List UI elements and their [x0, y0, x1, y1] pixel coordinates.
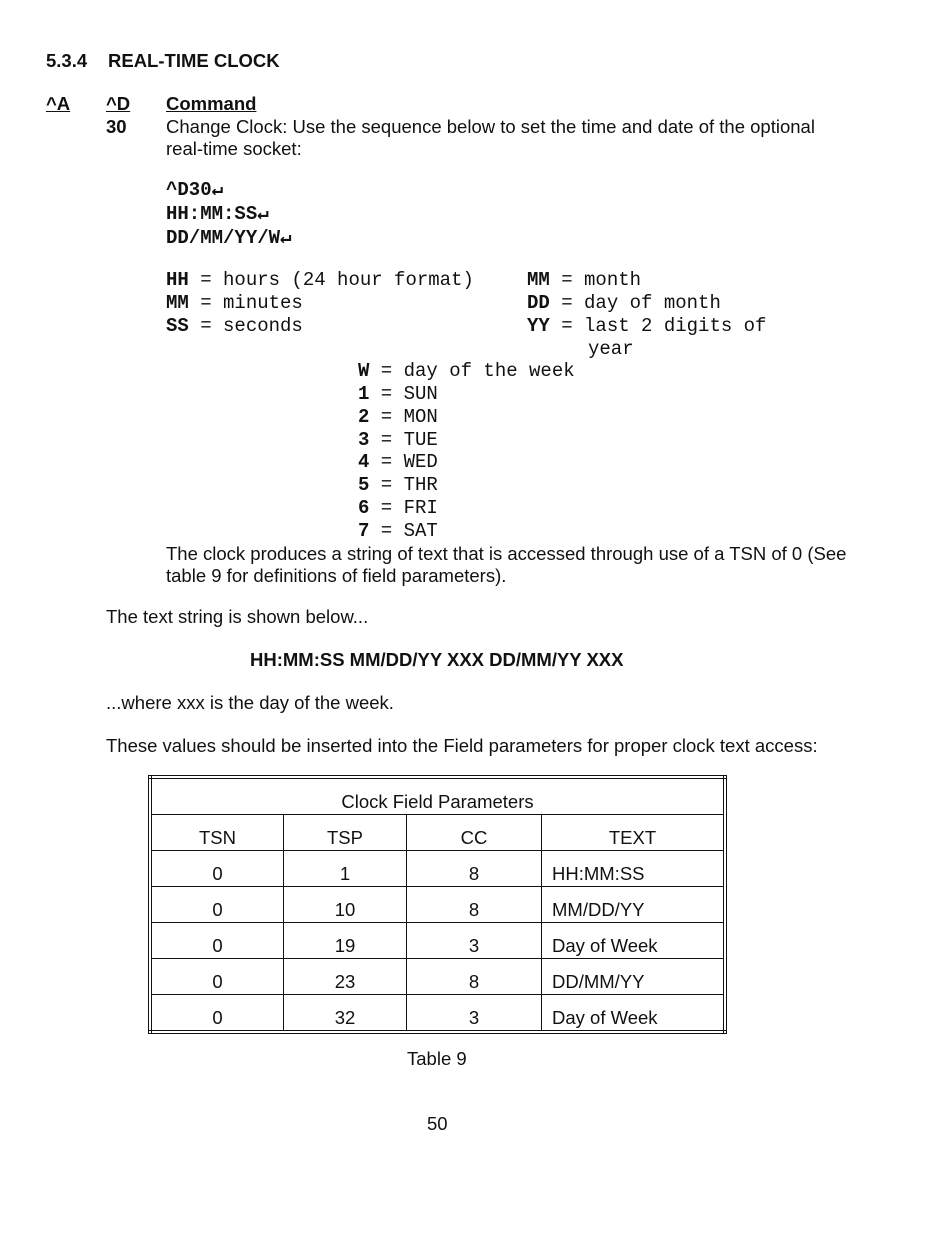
column-header-command: Command: [166, 93, 257, 114]
table-cell-tsp: 19: [284, 923, 407, 959]
clock-note-line-1: The clock produces a string of text that is accessed through use of a TSN of 0 (See: [166, 543, 847, 564]
table-header-tsn: TSN: [150, 815, 284, 851]
table-caption: Table 9: [407, 1048, 467, 1069]
table-cell-tsn: 0: [150, 851, 284, 887]
table-row: [150, 959, 725, 995]
insert-note: These values should be inserted into the Field parameters for proper clock text access:: [106, 735, 818, 756]
week-legend-w: W = day of the week: [358, 360, 575, 382]
column-header-a: ^A: [46, 93, 71, 114]
table-header-cc: CC: [407, 815, 542, 851]
legend-month: MM = month: [527, 269, 642, 291]
sequence-line-1: ^D30↵: [166, 179, 224, 201]
table-cell-text: DD/MM/YY: [542, 959, 726, 995]
legend-minutes: MM = minutes: [166, 292, 303, 314]
column-header-d: ^D: [106, 93, 131, 114]
legend-day-of-month: DD = day of month: [527, 292, 721, 314]
table-cell-tsn: 0: [150, 923, 284, 959]
table-cell-tsn: 0: [150, 995, 284, 1033]
table-cell-tsn: 0: [150, 959, 284, 995]
section-title: REAL-TIME CLOCK: [108, 50, 280, 71]
table-cell-tsp: 23: [284, 959, 407, 995]
command-description-line-1: Change Clock: Use the sequence below to set the time and date of the optional: [166, 116, 815, 137]
week-legend-2: 2 = MON: [358, 406, 438, 428]
table-cell-tsp: 10: [284, 887, 407, 923]
legend-year: YY = last 2 digits of: [527, 315, 767, 337]
table-header-text: TEXT: [542, 815, 726, 851]
table-title: Clock Field Parameters: [150, 777, 725, 815]
table-row: [150, 995, 725, 1033]
table-row: [150, 851, 725, 887]
clock-field-parameters-table: [148, 775, 727, 1034]
sequence-line-2: HH:MM:SS↵: [166, 203, 269, 225]
table-header-row: [150, 815, 725, 851]
table-cell-text: HH:MM:SS: [542, 851, 726, 887]
table-row: [150, 887, 725, 923]
table-cell-cc: 8: [407, 851, 542, 887]
legend-seconds: SS = seconds: [166, 315, 303, 337]
clock-note-line-2: table 9 for definitions of field parameters).: [166, 565, 507, 586]
week-legend-7: 7 = SAT: [358, 520, 438, 542]
table-header-tsp: TSP: [284, 815, 407, 851]
text-string-format: HH:MM:SS MM/DD/YY XXX DD/MM/YY XXX: [250, 649, 624, 670]
table-cell-cc: 3: [407, 923, 542, 959]
page-number: 50: [427, 1113, 448, 1134]
week-legend-3: 3 = TUE: [358, 429, 438, 451]
legend-hours: HH = hours (24 hour format): [166, 269, 474, 291]
table-row: [150, 923, 725, 959]
table-cell-cc: 3: [407, 995, 542, 1033]
command-description-line-2: real-time socket:: [166, 138, 302, 159]
table-cell-cc: 8: [407, 887, 542, 923]
table-cell-text: Day of Week: [542, 995, 726, 1033]
table-cell-cc: 8: [407, 959, 542, 995]
where-note: ...where xxx is the day of the week.: [106, 692, 394, 713]
table-cell-tsp: 32: [284, 995, 407, 1033]
week-legend-6: 6 = FRI: [358, 497, 438, 519]
table-cell-tsp: 1: [284, 851, 407, 887]
week-legend-4: 4 = WED: [358, 451, 438, 473]
table-cell-tsn: 0: [150, 887, 284, 923]
table-cell-text: Day of Week: [542, 923, 726, 959]
sequence-line-3: DD/MM/YY/W↵: [166, 227, 292, 249]
command-code: 30: [106, 116, 127, 137]
text-string-intro: The text string is shown below...: [106, 606, 369, 627]
week-legend-5: 5 = THR: [358, 474, 438, 496]
legend-year-cont: year: [588, 338, 634, 360]
table-cell-text: MM/DD/YY: [542, 887, 726, 923]
section-number: 5.3.4: [46, 50, 88, 71]
week-legend-1: 1 = SUN: [358, 383, 438, 405]
